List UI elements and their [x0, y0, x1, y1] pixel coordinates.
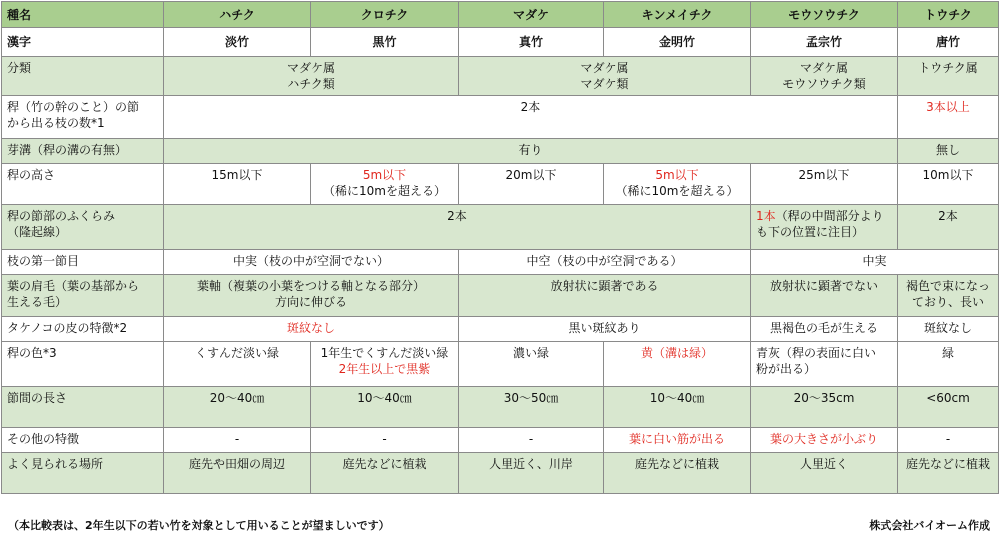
row-header: 漢字: [2, 28, 164, 57]
table-cell: 黒い斑紋あり: [459, 317, 751, 342]
table-cell: 3本以上: [898, 96, 999, 139]
table-cell: 10〜40㎝: [311, 387, 459, 428]
branch-count-row: [2, 96, 999, 139]
first-internode-row: [2, 250, 999, 275]
table-cell: マダケ属 ハチク類: [164, 57, 459, 96]
table-cell: 2本: [898, 205, 999, 250]
species-touchiku: トウチク: [898, 2, 999, 28]
table-cell: 無し: [898, 139, 999, 164]
row-header: 分類: [2, 57, 164, 96]
table-cell: 淡竹: [164, 28, 311, 57]
table-cell: 30〜50㎝: [459, 387, 604, 428]
table-cell: 中実: [751, 250, 999, 275]
row-header: 稈の色*3: [2, 342, 164, 387]
classification-row: [2, 57, 999, 96]
node-ridge-row: [2, 205, 999, 250]
table-cell: 人里近く: [751, 453, 898, 494]
kanji-row: [2, 28, 999, 57]
common-places-row: [2, 453, 999, 494]
table-cell: 庭先や田畑の周辺: [164, 453, 311, 494]
species-kinmeichiku: キンメイチク: [604, 2, 751, 28]
species-mousouchiku: モウソウチク: [751, 2, 898, 28]
table-cell: 20〜35cm: [751, 387, 898, 428]
table-cell: マダケ属 マダケ類: [459, 57, 751, 96]
table-cell: 放射状に顕著でない: [751, 275, 898, 317]
species-madake: マダケ: [459, 2, 604, 28]
table-cell: 葉軸（複葉の小葉をつける軸となる部分） 方向に伸びる: [164, 275, 459, 317]
table-cell: 20〜40㎝: [164, 387, 311, 428]
table-cell: -: [459, 428, 604, 453]
table-cell: 25m以下: [751, 164, 898, 205]
table-cell: 褐色で束になっ ており、長い: [898, 275, 999, 317]
table-cell: 黒褐色の毛が生える: [751, 317, 898, 342]
row-header: よく見られる場所: [2, 453, 164, 494]
table-cell: 真竹: [459, 28, 604, 57]
row-header: その他の特徴: [2, 428, 164, 453]
table-cell: 10〜40㎝: [604, 387, 751, 428]
shoulder-hair-row: [2, 275, 999, 317]
table-cell: 庭先などに植栽: [604, 453, 751, 494]
table-cell: -: [311, 428, 459, 453]
culm-color-row: [2, 342, 999, 387]
species-kurochiku: クロチク: [311, 2, 459, 28]
other-features-row: [2, 428, 999, 453]
table-cell: 庭先などに植栽: [898, 453, 999, 494]
height-row: [2, 164, 999, 205]
table-cell: 5m以下 （稀に10mを超える）: [604, 164, 751, 205]
table-cell: 10m以下: [898, 164, 999, 205]
table-cell: 有り: [164, 139, 898, 164]
row-header: 種名: [2, 2, 164, 28]
table-cell: 金明竹: [604, 28, 751, 57]
table-cell: 1本（稈の中間部分より も下の位置に注目）: [751, 205, 898, 250]
table-cell: 5m以下 （稀に10mを超える）: [311, 164, 459, 205]
row-header: 稈の節部のふくらみ （隆起線）: [2, 205, 164, 250]
row-header: 節間の長さ: [2, 387, 164, 428]
species-hachiku: ハチク: [164, 2, 311, 28]
table-cell: -: [898, 428, 999, 453]
row-header: 芽溝（稈の溝の有無）: [2, 139, 164, 164]
table-cell: 葉の大きさが小ぶり: [751, 428, 898, 453]
table-cell: 中実（枝の中が空洞でない）: [164, 250, 459, 275]
table-cell: 斑紋なし: [898, 317, 999, 342]
table-cell: 濃い緑: [459, 342, 604, 387]
row-header: 稈（竹の幹のこと）の節 から出る枝の数*1: [2, 96, 164, 139]
table-cell: 庭先などに植栽: [311, 453, 459, 494]
credit: 株式会社バイオーム作成: [869, 519, 990, 532]
sheath-row: [2, 317, 999, 342]
table-cell: 斑紋なし: [164, 317, 459, 342]
header-row: [2, 2, 999, 28]
table-cell: 15m以下: [164, 164, 311, 205]
table-cell: 20m以下: [459, 164, 604, 205]
row-header: 枝の第一節目: [2, 250, 164, 275]
table-cell: 葉に白い筋が出る: [604, 428, 751, 453]
table-cell: 青灰（稈の表面に白い 粉が出る）: [751, 342, 898, 387]
internode-length-row: [2, 387, 999, 428]
footnote: （本比較表は、2年生以下の若い竹を対象として用いることが望ましいです）: [8, 519, 390, 532]
table-cell: 唐竹: [898, 28, 999, 57]
table-cell: トウチク属: [898, 57, 999, 96]
table-cell: マダケ属 モウソウチク類: [751, 57, 898, 96]
table-cell: 放射状に顕著である: [459, 275, 751, 317]
table-cell: <60cm: [898, 387, 999, 428]
table-cell: くすんだ淡い緑: [164, 342, 311, 387]
table-cell: 黄（溝は緑）: [604, 342, 751, 387]
row-header: 稈の高さ: [2, 164, 164, 205]
row-header: タケノコの皮の特徴*2: [2, 317, 164, 342]
row-header: 葉の肩毛（葉の基部から 生える毛）: [2, 275, 164, 317]
table-cell: 緑: [898, 342, 999, 387]
table-cell: 2本: [164, 96, 898, 139]
table-cell: -: [164, 428, 311, 453]
table-cell: 中空（枝の中が空洞である）: [459, 250, 751, 275]
table-cell: 1年生でくすんだ淡い緑 2年生以上で黒紫: [311, 342, 459, 387]
table-cell: 人里近く、川岸: [459, 453, 604, 494]
table-cell: 黒竹: [311, 28, 459, 57]
bamboo-comparison-table: [1, 1, 999, 494]
table-cell: 孟宗竹: [751, 28, 898, 57]
table-cell: 2本: [164, 205, 751, 250]
bud-groove-row: [2, 139, 999, 164]
